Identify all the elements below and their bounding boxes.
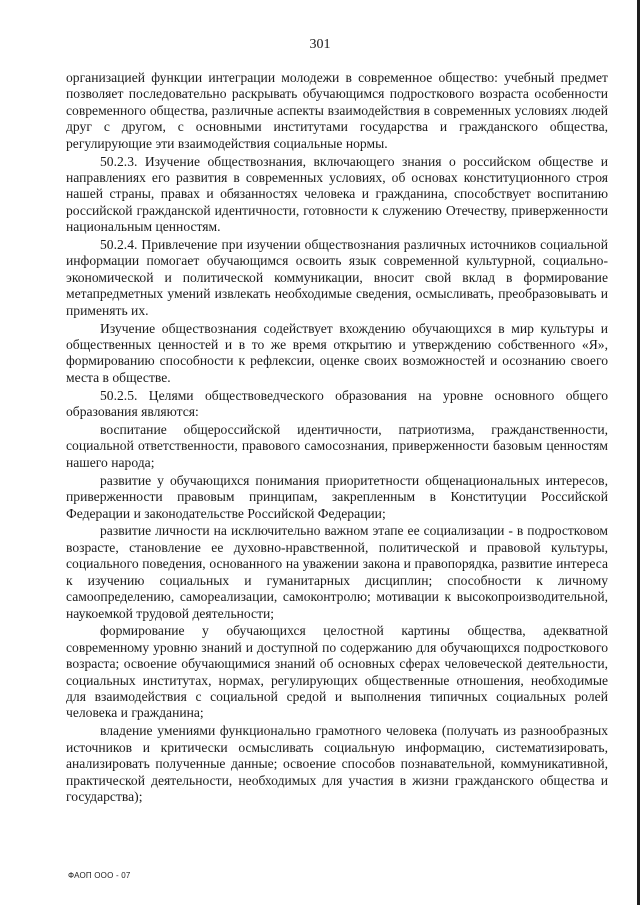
goal-item-identity: воспитание общероссийской идентичности, патриотизма, гражданственности, социальной ответственности, правового самосознания, приверженности базовым ценностям нашего народа; (66, 422, 608, 470)
document-body (66, 70, 608, 807)
goal-item-personality-development: развитие личности на исключительно важном этапе ее социализации - в подростковом возрасте, становление ее духовно-нравственной, политической и правовой культуры, социального поведения, основанного на уважении закона и правопорядка, развитие интереса к изучению социальных и гуманитарных дисциплин; способности к личному самоопределению, самореализации, самоконтролю; мотивации к высокопроизводительной, наукоемкой трудовой деятельности; (66, 523, 608, 621)
document-footer: ФАОП ООО - 07 (68, 871, 131, 880)
goal-item-national-interests: развитие у обучающихся понимания приоритетности общенациональных интересов, приверженности правовым принципам, закрепленным в Конституции Российской Федерации и законодательстве Российской Федерации; (66, 472, 608, 521)
paragraph-continuation: организацией функции интеграции молодежи в современное общество: учебный предмет позволяет последовательно раскрывать обучающимся подросткового возраста особенности современного общества, различные аспекты взаимодействия в современных условиях людей друг с другом, с основными институтами государства и гражданского общества, регулирующие эти взаимодействия социальные нормы. (66, 70, 608, 151)
goal-item-society-picture: формирование у обучающихся целостной картины общества, адекватной современному уровню знаний и доступной по содержанию для обучающихся подросткового возраста; освоение обучающимися знаний об основных сферах человеческой деятельности, социальных институтах, нормах, регулирующих общественные отношения, необходимые для взаимодействия с социальной средой и выполнения типичных социальных ролей человека и гражданина; (66, 623, 608, 721)
paragraph-50-2-4: 50.2.4. Привлечение при изучении обществознания различных источников социальной информации помогает обучающимся освоить язык современной культурной, социально-экономической и политической коммуникации, вносит свой вклад в формирование метапредметных умений извлекать необходимые сведения, осмысливать, преобразовывать и применять их. (66, 237, 608, 318)
paragraph-50-2-3: 50.2.3. Изучение обществознания, включающего знания о российском обществе и направлениях его развития в современных условиях, об основах конституционного строя нашей страны, правах и обязанностях человека и гражданина, способствует воспитанию российской гражданской идентичности, готовности к служению Отечеству, приверженности национальным ценностям. (66, 153, 608, 235)
goal-item-literacy-skills: владение умениями функционально грамотного человека (получать из разнообразных источников и критически осмысливать социальную информацию, систематизировать, анализировать полученные данные; освоение способов познавательной, коммуникативной, практической деятельности, необходимых для участия в жизни гражданского общества и государства); (66, 723, 608, 804)
page-number: 301 (309, 37, 331, 52)
paragraph-50-2-5: 50.2.5. Целями обществоведческого образования на уровне основного общего образования являются: (66, 387, 608, 420)
paragraph-study-benefits: Изучение обществознания содействует вхождению обучающихся в мир культуры и общественных ценностей и в то же время открытию и утверждению собственного «Я», формированию способности к рефлексии, оценке своих возможностей и осознанию своего места в обществе. (66, 320, 608, 385)
